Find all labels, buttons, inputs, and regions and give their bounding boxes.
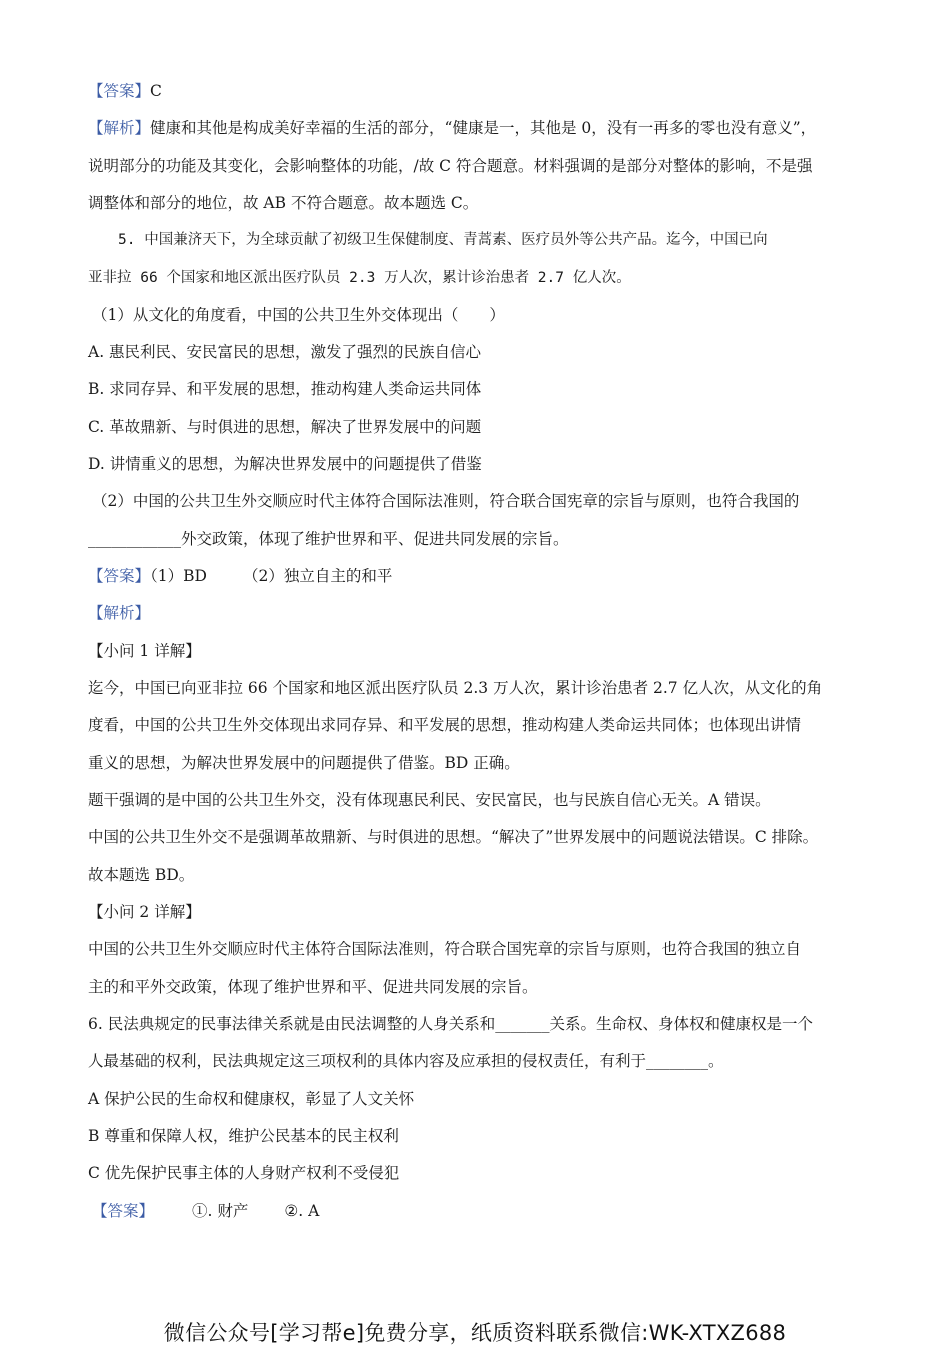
q5-analysis-line — [88, 602, 864, 624]
q5-detail-1-line-2: 度看，中国的公共卫生外交体现出求同存异、和平发展的思想，推动构建人类命运共同体；也体现出讲情 — [88, 716, 802, 734]
q5-option-c: C. 革故鼎新、与时俱进的思想，解决了世界发展中的问题 — [88, 418, 482, 436]
q4-answer-line — [88, 80, 864, 102]
q5-answer-part-1: （1）BD — [150, 567, 207, 585]
analysis-tag: 【解析】 — [88, 119, 151, 137]
q6-answer-part-1: ①. 财产 — [192, 1202, 249, 1220]
q6-answer-part-2: ②. A — [284, 1202, 320, 1220]
q4-answer: C — [150, 82, 162, 100]
answer-tag: 【答案】 — [88, 567, 151, 585]
q5-answer-part-2: （2）独立自主的和平 — [242, 567, 393, 585]
analysis-tag: 【解析】 — [88, 604, 151, 622]
q4-analysis-line-2: 说明部分的功能及其变化，会影响整体的功能，/故 C 符合题意。材料强调的是部分对整体的影响，不是强 — [88, 157, 813, 175]
q5-detail-1-line-4: 题干强调的是中国的公共卫生外交，没有体现惠民利民、安民富民，也与民族自信心无关。A 错误。 — [88, 791, 771, 809]
q5-detail-1-line-3: 重义的思想，为解决世界发展中的问题提供了借鉴。BD 正确。 — [88, 754, 520, 772]
q5-option-b: B. 求同存异、和平发展的思想，推动构建人类命运共同体 — [88, 380, 482, 398]
q6-option-b: B 尊重和保障人权，维护公民基本的民主权利 — [88, 1127, 399, 1145]
q6-stem-line-1: 6. 民法典规定的民事法律关系就是由民法调整的人身关系和_______关系。生命权、身体权和健康权是一个 — [88, 1015, 813, 1033]
q5-detail-1-line-1: 迄今，中国已向亚非拉 66 个国家和地区派出医疗队员 2.3 万人次，累计诊治患者 2.7 亿人次，从文化的角 — [88, 679, 823, 697]
q5-sub-question-2-line-1: （2）中国的公共卫生外交顺应时代主体符合国际法准则，符合联合国宪章的宗旨与原则，也符合我国的 — [92, 492, 800, 510]
q5-detail-2-line-1: 中国的公共卫生外交顺应时代主体符合国际法准则，符合联合国宪章的宗旨与原则，也符合我国的独立自 — [88, 940, 802, 958]
q4-analysis-line-3: 调整体和部分的地位，故 AB 不符合题意。故本题选 C。 — [88, 194, 479, 212]
answer-tag: 【答案】 — [88, 82, 151, 100]
q5-stem-line-1: 5. 中国兼济天下，为全球贡献了初级卫生保健制度、青蒿素、医疗员外等公共产品。迄今，中国已向 — [118, 232, 768, 248]
q5-detail-1-tag: 【小问 1 详解】 — [88, 642, 201, 660]
q4-analysis-text-1: 健康和其他是构成美好幸福的生活的部分，“健康是一，其他是 0，没有一再多的零也没有意义”， — [150, 119, 817, 137]
q4-analysis-line-1 — [88, 117, 864, 139]
q5-option-d: D. 讲情重义的思想，为解决世界发展中的问题提供了借鉴 — [88, 455, 482, 473]
q5-stem-line-2: 亚非拉 66 个国家和地区派出医疗队员 2.3 万人次，累计诊治患者 2.7 亿人次。 — [88, 270, 631, 286]
q5-detail-2-tag: 【小问 2 详解】 — [88, 903, 201, 921]
answer-tag: 【答案】 — [92, 1202, 155, 1220]
q5-option-a: A. 惠民利民、安民富民的思想，激发了强烈的民族自信心 — [88, 343, 482, 361]
q5-detail-2-line-2: 主的和平外交政策，体现了维护世界和平、促进共同发展的宗旨。 — [88, 978, 538, 996]
q5-answer-line — [88, 565, 864, 587]
q5-sub-question-1: （1）从文化的角度看，中国的公共卫生外交体现出（ ） — [92, 306, 505, 324]
q5-detail-1-line-6: 故本题选 BD。 — [88, 866, 195, 884]
q6-stem-line-2: 人最基础的权利，民法典规定这三项权利的具体内容及应承担的侵权责任，有利于________。 — [88, 1052, 724, 1070]
q6-answer-line — [92, 1200, 864, 1222]
q6-option-a: A 保护公民的生命权和健康权，彰显了人文关怀 — [88, 1090, 415, 1108]
q6-option-c: C 优先保护民事主体的人身财产权利不受侵犯 — [88, 1164, 400, 1182]
q5-detail-1-line-5: 中国的公共卫生外交不是强调革故鼎新、与时俱进的思想。“解决了”世界发展中的问题说法错误。C 排除。 — [88, 828, 819, 846]
footer-watermark: 微信公众号[学习帮e]免费分享，纸质资料联系微信:WK-XTXZ688 — [163, 1321, 787, 1345]
q5-sub-question-2-line-2: ____________外交政策，体现了维护世界和平、促进共同发展的宗旨。 — [88, 530, 569, 548]
